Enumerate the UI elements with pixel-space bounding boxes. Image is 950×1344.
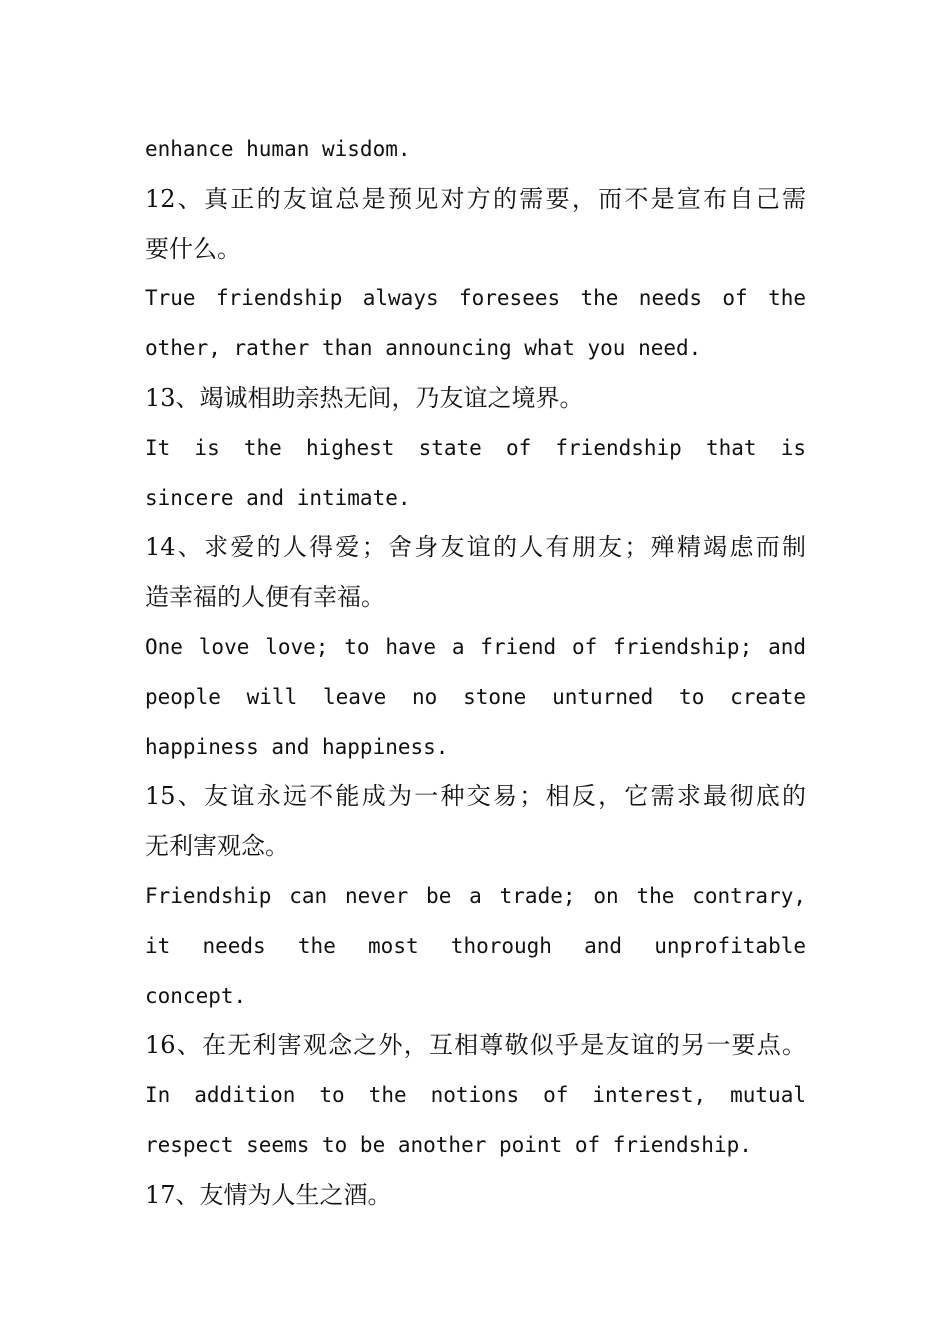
- text-line: other, rather than announcing what you need.: [145, 336, 702, 361]
- text-line: 13、竭诚相助亲热无间，乃友谊之境界。: [145, 383, 584, 412]
- text-line: 15、友谊永远不能成为一种交易；相反，它需求最彻底的: [145, 782, 806, 811]
- text-line: One love love; to have a friend of friendship; and: [145, 634, 806, 659]
- text-line: it needs the most thorough and unprofitable: [145, 933, 806, 958]
- text-line: 造幸福的人便有幸福。: [145, 583, 385, 612]
- text-line: It is the highest state of friendship that is: [145, 435, 806, 460]
- text-line: 12、真正的友谊总是预见对方的需要，而不是宣布自己需: [145, 184, 806, 213]
- text-line: people will leave no stone unturned to create: [145, 684, 806, 709]
- text-line: 无利害观念。: [145, 832, 289, 861]
- text-line: Friendship can never be a trade; on the contrary,: [145, 883, 806, 908]
- text-line: 要什么。: [145, 234, 241, 263]
- document-body: [145, 125, 806, 1221]
- text-line: sincere and intimate.: [145, 485, 411, 510]
- text-line: happiness and happiness.: [145, 734, 449, 759]
- text-line: 17、友情为人生之酒。: [145, 1180, 392, 1209]
- text-line: True friendship always foresees the needs of the: [145, 286, 806, 311]
- text-line: In addition to the notions of interest, mutual: [145, 1083, 806, 1108]
- text-line: 16、在无利害观念之外，互相尊敬似乎是友谊的另一要点。: [145, 1031, 806, 1060]
- text-line: 14、求爱的人得爱；舍身友谊的人有朋友；殚精竭虑而制: [145, 533, 806, 562]
- text-line: concept.: [145, 983, 247, 1008]
- text-line: enhance human wisdom.: [145, 137, 411, 161]
- text-line: respect seems to be another point of friendship.: [145, 1132, 752, 1157]
